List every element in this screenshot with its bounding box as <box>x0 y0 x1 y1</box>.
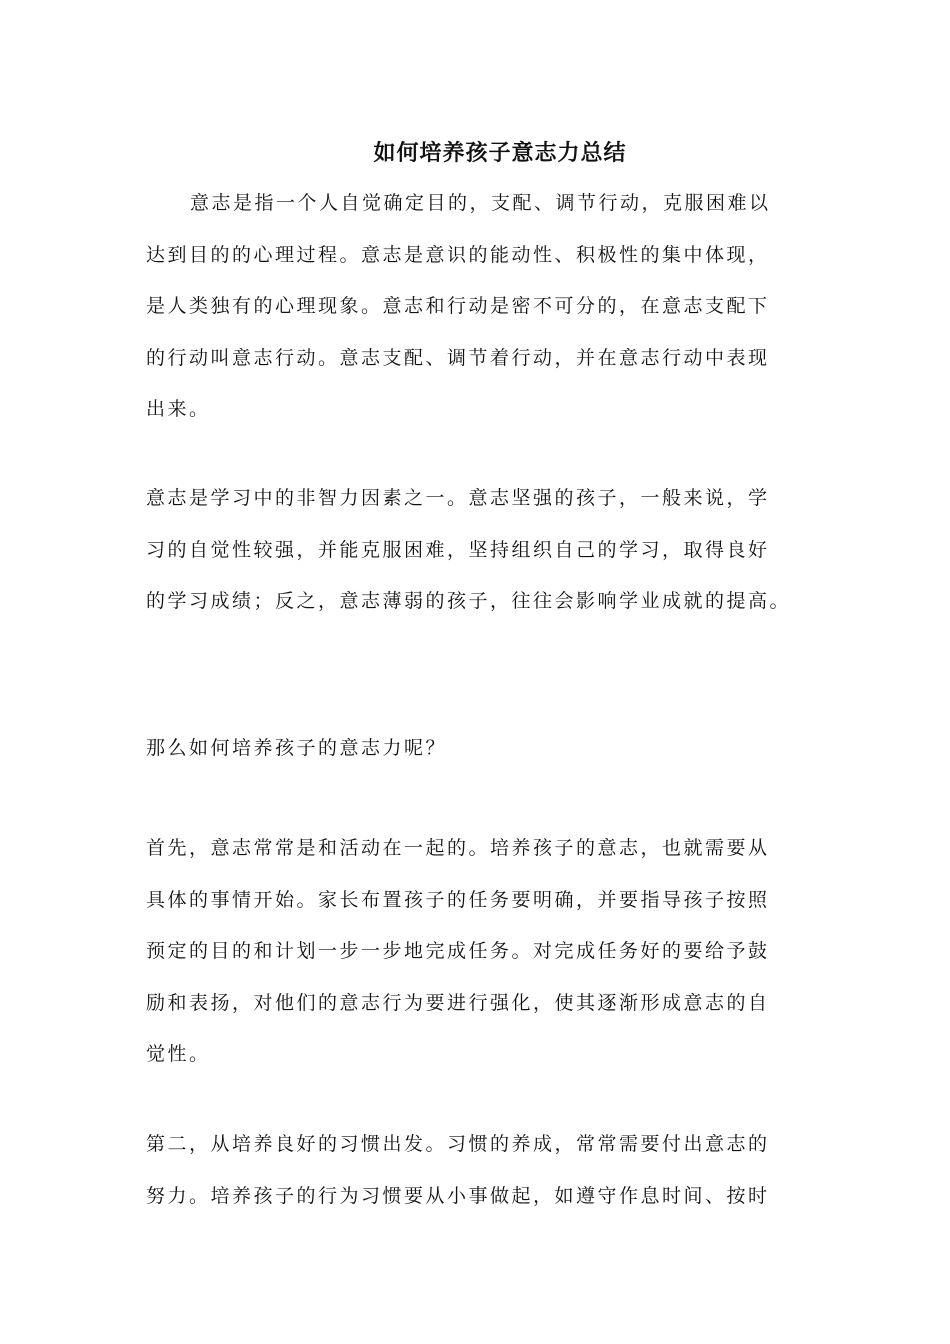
paragraph-line: 出来。 <box>146 398 211 420</box>
document-title: 如何培养孩子意志力总结 <box>373 140 627 166</box>
paragraph-learning <box>146 473 846 628</box>
paragraph-second-point <box>146 1119 846 1222</box>
paragraph-line: 的行动叫意志行动。意志支配、调节着行动，并在意志行动中表现 <box>146 346 770 369</box>
paragraph-line: 意志是学习中的非智力因素之一。意志坚强的孩子，一般来说，学 <box>146 487 770 509</box>
paragraph-line: 第二，从培养良好的习惯出发。习惯的养成，常常需要付出意志的 <box>146 1133 770 1155</box>
paragraph-line: 达到目的的心理过程。意志是意识的能动性、积极性的集中体现， <box>146 243 770 266</box>
paragraph-definition <box>146 178 846 436</box>
paragraph-line: 努力。培养孩子的行为习惯要从小事做起，如遵守作息时间、按时 <box>146 1184 770 1207</box>
paragraph-line: 觉性。 <box>146 1043 211 1065</box>
paragraph-line: 习的自觉性较强，并能克服困难，坚持组织自己的学习，取得良好 <box>146 538 770 561</box>
paragraph-line: 意志是指一个人自觉确定目的，支配、调节行动，克服困难以 <box>190 192 771 214</box>
paragraph-line: 那么如何培养孩子的意志力呢？ <box>146 737 448 759</box>
paragraph-first-point <box>146 823 846 1081</box>
paragraph-line: 是人类独有的心理现象。意志和行动是密不可分的，在意志支配下 <box>146 295 770 317</box>
paragraph-question <box>146 723 846 775</box>
paragraph-line: 励和表扬，对他们的意志行为要进行强化，使其逐渐形成意志的自 <box>146 991 770 1014</box>
paragraph-line: 的学习成绩；反之，意志薄弱的孩子，往往会影响学业成就的提高。 <box>146 590 792 612</box>
paragraph-line: 具体的事情开始。家长布置孩子的任务要明确，并要指导孩子按照 <box>146 888 770 911</box>
paragraph-line: 预定的目的和计划一步一步地完成任务。对完成任务好的要给予鼓 <box>146 940 770 962</box>
paragraph-line: 首先，意志常常是和活动在一起的。培养孩子的意志，也就需要从 <box>146 837 770 859</box>
